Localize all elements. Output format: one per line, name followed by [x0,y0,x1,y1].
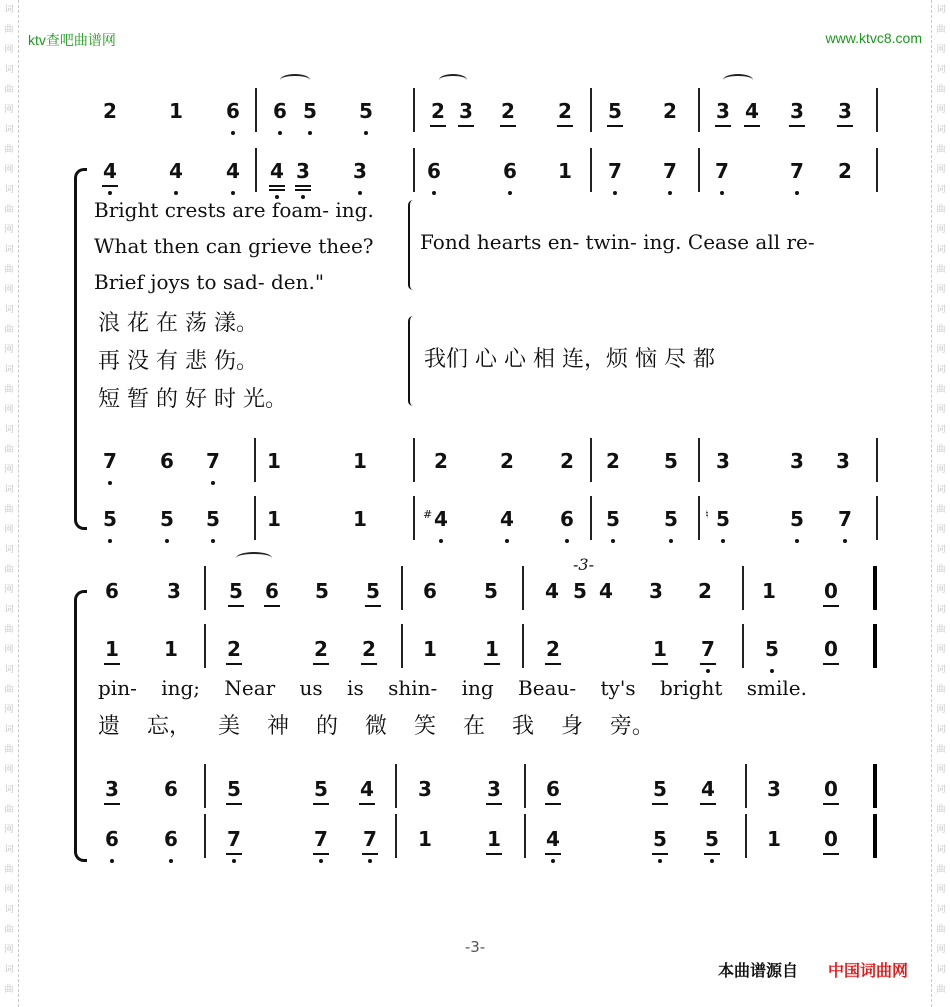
watermark-glyph: 网 [936,645,946,655]
watermark-glyph: 词 [4,605,14,615]
soprano-barline [590,88,592,132]
bass-note: 6 [555,506,579,532]
tenor-barline [413,438,415,482]
watermark-glyph: 曲 [4,445,14,455]
watermark-glyph: 曲 [4,685,14,695]
tenor-barline [590,438,592,482]
alto-note: 1 [100,636,124,662]
bass-note: 5 ♮ [711,506,735,532]
soprano-note: 1 [169,99,183,123]
alto-barline [255,148,257,192]
bass-barline [876,496,878,540]
alto-note: 1 [648,636,672,662]
verse-brace-en [408,200,418,290]
watermark-glyph: 词 [936,365,946,375]
alto-note: 4 [265,158,289,184]
bass-note: 0 [819,826,843,852]
soprano-note: 2 [496,98,520,124]
soprano-barline [522,566,524,610]
soprano-note: 3 [454,98,478,124]
site-name-left: ktv查吧曲谱网 [28,32,116,48]
watermark-glyph: 网 [4,765,14,775]
tenor-note: 2 [560,449,574,473]
watermark-glyph: 曲 [4,85,14,95]
soprano-note: 4 [740,98,764,124]
bass-note: 1 [482,826,506,852]
watermark-glyph: 网 [4,585,14,595]
alto-note: 7 [696,636,720,662]
watermark-glyph: 曲 [936,325,946,335]
watermark-glyph: 曲 [936,85,946,95]
watermark-glyph: 网 [936,945,946,955]
watermark-glyph: 曲 [936,985,946,995]
watermark-glyph: 网 [936,765,946,775]
soprano-note: 3 [649,579,663,603]
watermark-glyph: 网 [4,225,14,235]
watermark-glyph: 词 [936,665,946,675]
soprano-note: 3 [711,98,735,124]
watermark-glyph: 曲 [936,805,946,815]
watermark-glyph: 网 [936,405,946,415]
site-url-right: www.ktvc8.com [825,30,922,46]
bass-note: 1 [418,827,432,851]
watermark-glyph: 词 [4,845,14,855]
bass-note: 5 [648,826,672,852]
tenor-note: 3 [418,777,432,801]
bass-note: 1 [767,827,781,851]
tenor-note: 3 [482,776,506,802]
watermark-glyph: 词 [936,5,946,15]
soprano-note: 5 [354,98,378,124]
tenor-note: 7 [98,448,122,474]
page-number: -3- [464,938,486,956]
watermark-glyph: 曲 [4,805,14,815]
tenor-note: 3 [767,777,781,801]
bass-note: 5 [659,506,683,532]
tenor-note: 0 [819,776,843,802]
bass-barline [204,814,206,858]
tenor-note: 3 [716,449,730,473]
alto-barline [698,148,700,192]
soprano-note: 1 [762,579,776,603]
alto-note: 2 [541,636,565,662]
alto-note: 4 [221,158,245,184]
lyric-cn-line-3: 短 暂 的 好 时 光。 [98,387,287,412]
watermark-glyph: 曲 [4,865,14,875]
bass-note: 1 [267,507,281,531]
watermark-glyph: 网 [4,525,14,535]
watermark-glyph: 词 [936,185,946,195]
tenor-note: 1 [267,449,281,473]
watermark-glyph: 曲 [4,565,14,575]
soprano-note: 2 [426,98,450,124]
tenor-note: 5 [664,449,678,473]
lyric-cn-system-2: 遗 忘， 美 神 的 微 笑 在 我 身 旁。 [98,714,654,739]
watermark-glyph: 曲 [4,205,14,215]
watermark-glyph: 曲 [936,445,946,455]
watermark-glyph: 网 [936,45,946,55]
alto-note: 6 [422,158,446,184]
soprano-note: 5 [573,579,587,603]
bass-note: 5 [700,826,724,852]
watermark-glyph: 网 [936,105,946,115]
tenor-barline [524,764,526,808]
tenor-barline [254,438,256,482]
soprano-note: 5 [315,579,329,603]
tenor-barline [873,764,877,808]
alto-note: 2 [357,636,381,662]
watermark-glyph: 网 [936,345,946,355]
soprano-note: 6 [260,578,284,604]
watermark-glyph: 词 [4,5,14,15]
verse-brace-cn [408,316,418,406]
alto-note: 4 [164,158,188,184]
watermark-glyph: 网 [4,405,14,415]
watermark-glyph: 词 [936,545,946,555]
watermark-glyph: 曲 [936,505,946,515]
alto-barline [204,624,206,668]
watermark-glyph: 网 [4,285,14,295]
watermark-glyph: 曲 [936,385,946,395]
bass-note: 5 [201,506,225,532]
alto-barline [590,148,592,192]
lyric-en-line-2: What then can grieve thee? [94,234,374,258]
alto-note: 2 [222,636,246,662]
watermark-glyph: 网 [936,705,946,715]
bass-barline [698,496,700,540]
watermark-glyph: 词 [4,665,14,675]
watermark-glyph: 网 [4,105,14,115]
watermark-glyph: 词 [936,305,946,315]
watermark-glyph: 曲 [936,565,946,575]
watermark-glyph: 词 [936,905,946,915]
bass-barline [254,496,256,540]
bass-note: 1 [353,507,367,531]
watermark-glyph: 词 [4,965,14,975]
watermark-glyph: 词 [4,425,14,435]
soprano-barline [698,88,700,132]
watermark-glyph: 网 [4,645,14,655]
bass-barline [413,496,415,540]
watermark-glyph: 曲 [936,145,946,155]
alto-note: 7 [785,158,809,184]
watermark-glyph: 曲 [4,265,14,275]
watermark-glyph: 词 [4,125,14,135]
watermark-glyph: 网 [936,465,946,475]
watermark-glyph: 曲 [4,985,14,995]
lyric-cn-line-1: 浪 花 在 荡 漾。 [98,311,258,336]
soprano-note: 6 [423,579,437,603]
watermark-glyph: 曲 [4,385,14,395]
tenor-note: 5 [648,776,672,802]
watermark-glyph: 网 [936,825,946,835]
alto-note: 4 [98,158,122,184]
watermark-glyph: 词 [936,425,946,435]
soprano-barline [876,88,878,132]
soprano-note: 4 [545,579,559,603]
alto-note: 5 [760,636,784,662]
watermark-glyph: 曲 [4,505,14,515]
alto-barline [742,624,744,668]
tenor-note: 2 [434,449,448,473]
left-watermark-strip [0,0,19,1007]
triplet-mark: -3- [573,555,594,574]
watermark-glyph: 词 [4,785,14,795]
watermark-glyph: 词 [936,65,946,75]
right-watermark-strip [931,0,950,1007]
soprano-note: 5 [298,98,322,124]
watermark-glyph: 曲 [4,145,14,155]
tenor-barline [698,438,700,482]
alto-note: 7 [603,158,627,184]
watermark-glyph: 词 [4,305,14,315]
tenor-note: 6 [541,776,565,802]
bass-barline [873,814,877,858]
alto-note: 2 [838,159,852,183]
tenor-note: 7 [201,448,225,474]
soprano-barline [255,88,257,132]
watermark-glyph: 词 [4,545,14,555]
soprano-note: 2 [663,99,677,123]
tenor-note: 4 [355,776,379,802]
watermark-glyph: 词 [4,485,14,495]
watermark-glyph: 网 [936,885,946,895]
bass-note: 6 [159,826,183,852]
tenor-note: 4 [696,776,720,802]
watermark-glyph: 曲 [936,205,946,215]
bass-note: 7 [309,826,333,852]
tenor-note: 3 [790,449,804,473]
soprano-note: 3 [833,98,857,124]
tenor-note: 3 [100,776,124,802]
tenor-note: 6 [164,777,178,801]
slur [280,74,310,86]
alto-note: 1 [480,636,504,662]
watermark-glyph: 词 [936,605,946,615]
slur [723,74,753,86]
soprano-note: 5 [361,578,385,604]
tenor-note: 3 [836,449,850,473]
alto-barline [413,148,415,192]
watermark-glyph: 曲 [936,685,946,695]
tenor-note: 2 [606,449,620,473]
bass-note: 4 [541,826,565,852]
alto-note: 0 [819,636,843,662]
soprano-barline [413,88,415,132]
watermark-glyph: 网 [4,705,14,715]
slur [236,552,272,564]
alto-note: 3 [348,158,372,184]
alto-barline [401,624,403,668]
soprano-barline [401,566,403,610]
watermark-glyph: 词 [936,725,946,735]
watermark-glyph: 曲 [4,625,14,635]
watermark-glyph: 曲 [4,925,14,935]
soprano-note: 4 [599,579,613,603]
system-2-brace [74,590,87,862]
bass-note: 7 [833,506,857,532]
bass-note: 5 [601,506,625,532]
lyric-cn-continuation: 我们 心 心 相 连，烦 恼 尽 都 [424,347,715,372]
soprano-note: 3 [785,98,809,124]
source-name: 中国词曲网 [828,961,909,980]
watermark-glyph: 词 [4,65,14,75]
tenor-note: 2 [500,449,514,473]
alto-barline [522,624,524,668]
soprano-note: 6 [268,98,292,124]
watermark-glyph: 曲 [936,265,946,275]
bass-note: 5 [155,506,179,532]
tenor-barline [876,438,878,482]
watermark-glyph: 曲 [4,25,14,35]
tenor-note: 5 [222,776,246,802]
slur [439,74,467,86]
bass-note: 7 [358,826,382,852]
watermark-glyph: 词 [936,785,946,795]
soprano-note: 2 [698,579,712,603]
tenor-note: 1 [353,449,367,473]
bass-note: 4 [495,506,519,532]
watermark-glyph: 曲 [936,25,946,35]
watermark-glyph: 词 [4,185,14,195]
soprano-note: 2 [553,98,577,124]
alto-note: 1 [164,637,178,661]
tenor-barline [395,764,397,808]
bass-barline [745,814,747,858]
watermark-glyph: 网 [936,225,946,235]
tenor-note: 5 [309,776,333,802]
watermark-glyph: 词 [4,905,14,915]
watermark-glyph: 网 [4,165,14,175]
watermark-glyph: 词 [4,365,14,375]
alto-note: 7 [710,158,734,184]
watermark-glyph: 网 [4,465,14,475]
lyric-en-line-1: Bright crests are foam- ing. [94,198,374,222]
alto-note: 1 [558,159,572,183]
lyric-en-continuation: Fond hearts en- twin- ing. Cease all re- [420,230,815,254]
tenor-barline [745,764,747,808]
watermark-glyph: 曲 [4,325,14,335]
watermark-glyph: 网 [4,885,14,895]
system-1-brace [74,168,87,530]
bass-note: 5 [98,506,122,532]
watermark-glyph: 网 [936,285,946,295]
watermark-glyph: 词 [936,485,946,495]
bass-note: 7 [222,826,246,852]
soprano-note: 5 [224,578,248,604]
watermark-glyph: 曲 [936,745,946,755]
watermark-glyph: 词 [4,245,14,255]
tenor-barline [204,764,206,808]
alto-note: 3 [291,158,315,184]
watermark-glyph: 曲 [936,625,946,635]
watermark-glyph: 曲 [936,925,946,935]
alto-note: 6 [498,158,522,184]
soprano-note: 5 [484,579,498,603]
soprano-note: 5 [603,98,627,124]
lyric-en-line-3: Brief joys to sad- den." [94,270,325,294]
bass-note: 6 [100,826,124,852]
watermark-glyph: 网 [936,165,946,175]
soprano-barline [742,566,744,610]
watermark-glyph: 网 [4,945,14,955]
alto-barline [876,148,878,192]
soprano-note: 6 [221,98,245,124]
soprano-note: 0 [819,578,843,604]
tenor-note: 6 [160,449,174,473]
alto-note: 1 [423,637,437,661]
watermark-glyph: 词 [936,245,946,255]
watermark-glyph: 词 [936,965,946,975]
watermark-glyph: 曲 [4,745,14,755]
watermark-glyph: 词 [936,845,946,855]
bass-note: 4 # [429,506,453,532]
soprano-note: 6 [105,579,119,603]
watermark-glyph: 网 [4,345,14,355]
source-prefix: 本曲谱源自 [718,961,799,980]
soprano-barline [204,566,206,610]
bass-barline [395,814,397,858]
lyric-cn-line-2: 再 没 有 悲 伤。 [98,349,258,374]
soprano-note: 2 [103,99,117,123]
bass-barline [590,496,592,540]
alto-note: 7 [658,158,682,184]
watermark-glyph: 网 [4,45,14,55]
watermark-glyph: 网 [936,525,946,535]
alto-barline [873,624,877,668]
bass-note: 5 [785,506,809,532]
lyric-en-system-2: pin- ing; Near us is shin- ing Beau- ty's bright smile. [98,676,808,700]
bass-barline [524,814,526,858]
watermark-glyph: 网 [936,585,946,595]
watermark-glyph: 词 [936,125,946,135]
watermark-glyph: 网 [4,825,14,835]
watermark-glyph: 词 [4,725,14,735]
alto-note: 2 [309,636,333,662]
soprano-barline [873,566,877,610]
watermark-glyph: 曲 [936,865,946,875]
soprano-note: 3 [167,579,181,603]
